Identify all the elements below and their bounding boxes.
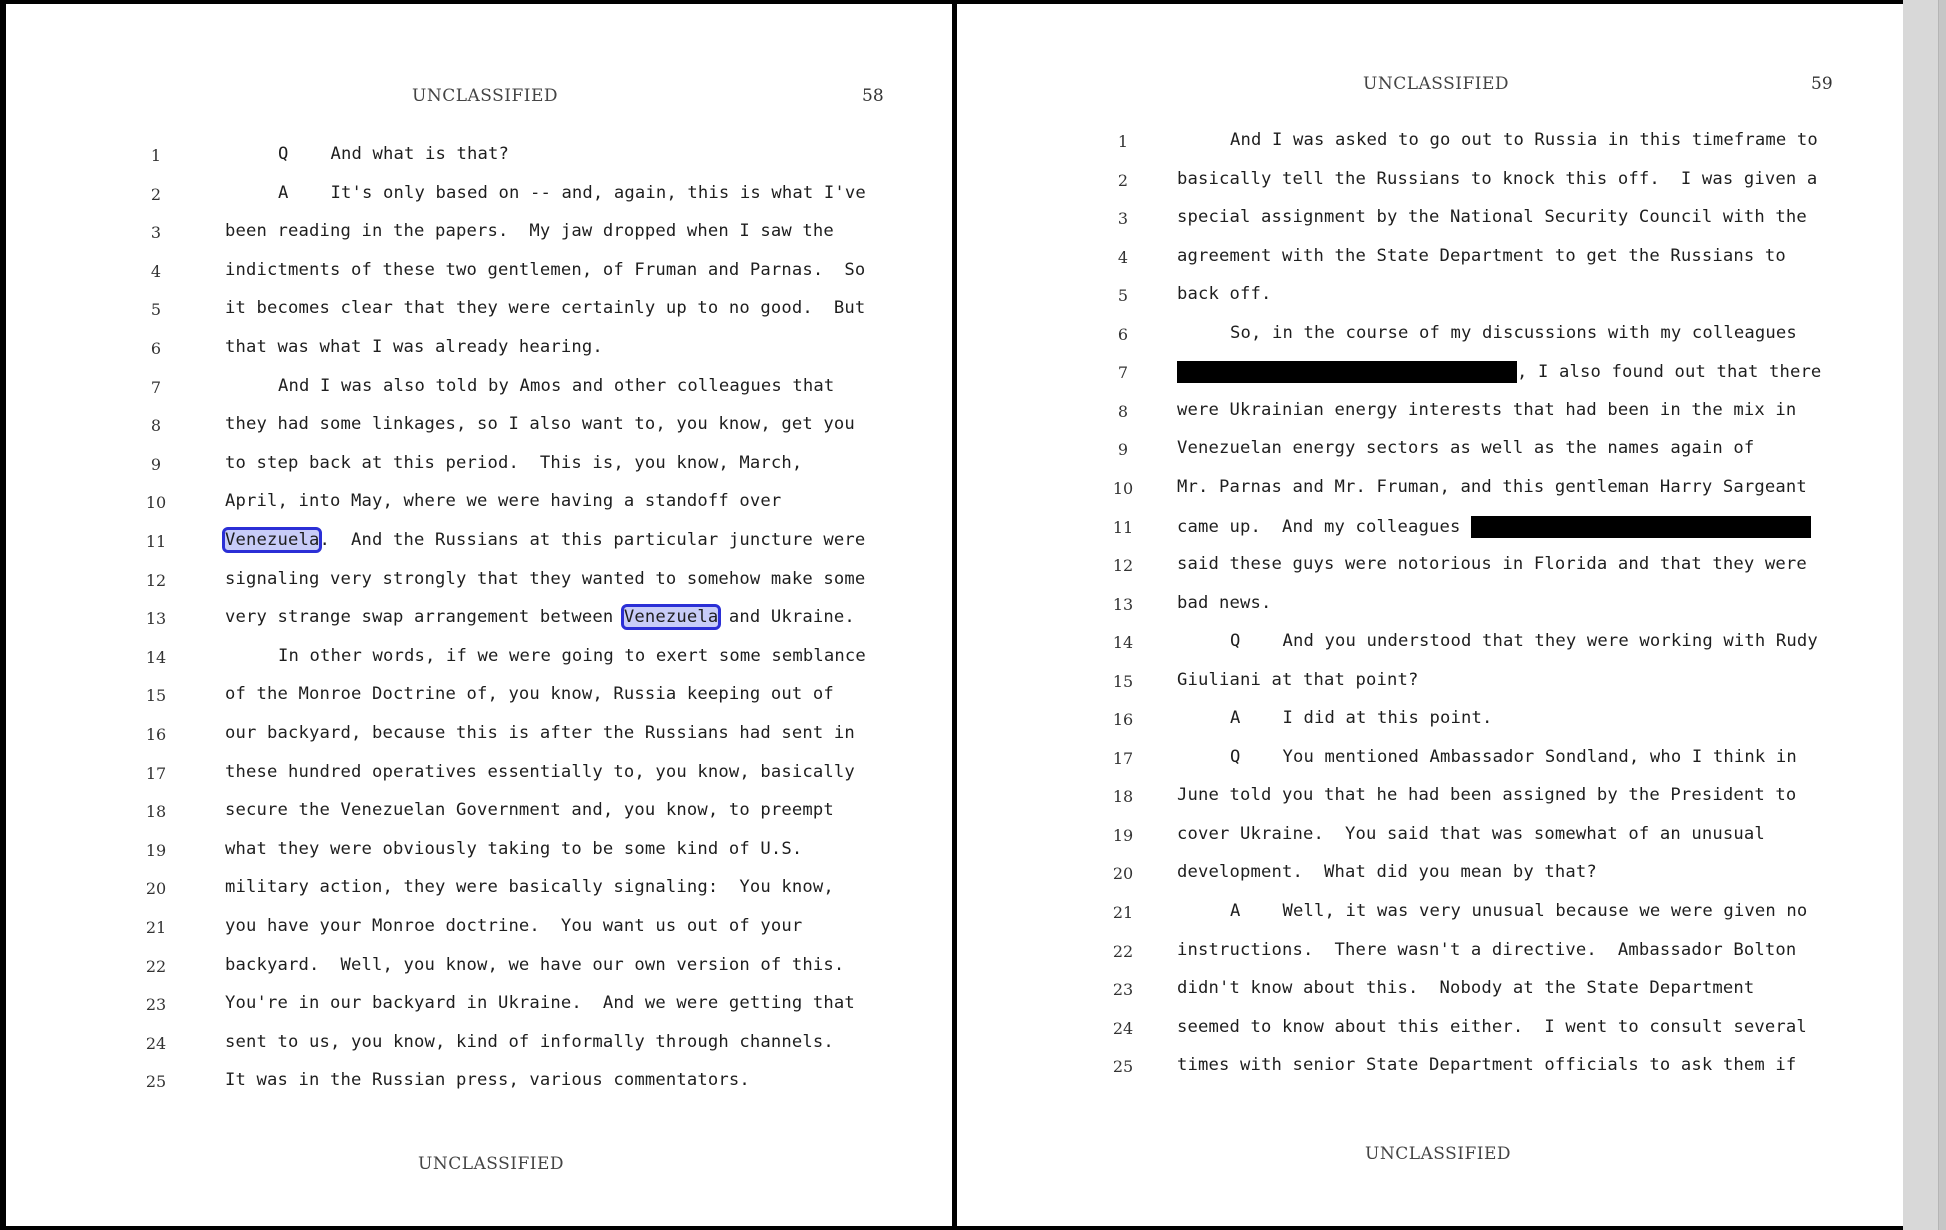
line-number: 25 xyxy=(145,1072,167,1092)
text-segment: times with senior State Department officials to ask them if xyxy=(1177,1055,1797,1076)
transcript-line xyxy=(6,1068,952,1098)
text-segment: agreement with the State Department to get the Russians to xyxy=(1177,245,1786,266)
line-text xyxy=(225,337,603,357)
transcript-line xyxy=(6,837,952,867)
text-segment: In other words, if we were going to exert some semblance xyxy=(278,645,866,666)
text-segment: and Ukraine. xyxy=(718,607,855,628)
line-number: 25 xyxy=(1112,1057,1134,1077)
line-text xyxy=(1177,978,1754,998)
text-segment: what they were obviously taking to be some kind of U.S. xyxy=(225,838,803,859)
line-number: 16 xyxy=(1112,710,1134,730)
line-number: 15 xyxy=(145,686,167,706)
transcript-line xyxy=(6,875,952,905)
text-segment: of the Monroe Doctrine of, you know, Russia keeping out of xyxy=(225,684,834,705)
line-number: 9 xyxy=(150,454,162,474)
text-segment: And I was also told by Amos and other colleagues that xyxy=(278,375,835,396)
transcript-line xyxy=(957,706,1903,736)
line-number: 19 xyxy=(1112,825,1134,845)
line-number: 9 xyxy=(1117,440,1129,460)
text-segment: instructions. There wasn't a directive. Ambassador Bolton xyxy=(1177,939,1797,960)
line-text xyxy=(225,877,834,897)
transcript-line xyxy=(957,167,1903,197)
transcript-line xyxy=(957,205,1903,235)
text-segment: Mr. Parnas and Mr. Fruman, and this gentleman Harry Sargeant xyxy=(1177,476,1807,497)
line-number: 21 xyxy=(1112,903,1134,922)
page-header: UNCLASSIFIED xyxy=(412,86,559,106)
text-segment: indictments of these two gentlemen, of Fruman and Parnas. So xyxy=(225,259,866,280)
text-segment: it becomes clear that they were certainly up to no good. But xyxy=(225,298,866,319)
line-text xyxy=(225,530,865,550)
transcript-line xyxy=(957,552,1903,582)
line-text xyxy=(278,646,866,666)
text-segment: backyard. Well, you know, we have our own version of this. xyxy=(225,954,845,975)
line-text xyxy=(225,1070,750,1090)
transcript-line xyxy=(6,914,952,944)
text-segment: didn't know about this. Nobody at the State Department xyxy=(1177,978,1755,999)
text-segment: that was what I was already hearing. xyxy=(225,337,603,357)
transcript-line xyxy=(6,721,952,751)
line-text xyxy=(225,298,865,318)
line-text xyxy=(1230,747,1797,767)
text-segment: said these guys were notorious in Florida and that they were xyxy=(1177,554,1807,575)
text-segment: Q And you understood that they were working with Rudy xyxy=(1230,631,1818,652)
line-text xyxy=(225,684,834,704)
text-segment: been reading in the papers. My jaw dropped when I saw the xyxy=(225,221,834,242)
transcript-line xyxy=(6,335,952,365)
line-text xyxy=(1230,708,1492,728)
transcript-line xyxy=(6,142,952,172)
line-number: 12 xyxy=(1112,556,1134,576)
transcript-lines xyxy=(6,4,952,1226)
transcript-line xyxy=(6,760,952,790)
transcript-line xyxy=(957,359,1903,389)
transcript-line xyxy=(957,629,1903,659)
line-number: 2 xyxy=(1117,170,1129,190)
line-number: 8 xyxy=(1117,401,1129,421)
line-number: 7 xyxy=(1117,363,1129,383)
line-text xyxy=(225,453,802,473)
text-segment: came up. And my colleagues xyxy=(1177,516,1471,537)
text-segment: It was in the Russian press, various commentators. xyxy=(225,1070,750,1091)
text-segment: special assignment by the National Security Council with the xyxy=(1177,207,1807,228)
line-number: 1 xyxy=(150,146,162,165)
text-segment: military action, they were basically signaling: You know, xyxy=(225,877,834,898)
transcript-line xyxy=(6,567,952,597)
transcript-line xyxy=(6,644,952,674)
page-footer: UNCLASSIFIED xyxy=(418,1154,565,1174)
line-number: 23 xyxy=(1112,980,1134,1000)
transcript-line xyxy=(6,953,952,983)
line-text xyxy=(1177,400,1796,420)
line-number: 24 xyxy=(1112,1018,1134,1038)
search-highlight[interactable]: Venezuela xyxy=(623,607,719,628)
line-number: 14 xyxy=(145,647,167,667)
line-text xyxy=(1177,169,1817,189)
text-segment: bad news. xyxy=(1177,592,1272,613)
line-number: 13 xyxy=(145,609,167,629)
text-segment: Q And what is that? xyxy=(278,144,509,164)
transcript-lines xyxy=(957,4,1903,1226)
text-segment: development. What did you mean by that? xyxy=(1177,862,1597,883)
transcript-line xyxy=(6,489,952,519)
line-number: 23 xyxy=(145,995,167,1015)
transcript-line xyxy=(6,682,952,712)
line-text xyxy=(1177,940,1796,960)
line-text xyxy=(1230,130,1818,150)
text-segment: these hundred operatives essentially to, you know, basically xyxy=(225,761,855,782)
transcript-line xyxy=(6,528,952,558)
line-number: 3 xyxy=(150,223,162,243)
line-text xyxy=(225,800,834,820)
line-text xyxy=(225,1032,834,1052)
line-text xyxy=(225,569,865,589)
transcript-line xyxy=(957,244,1903,274)
line-text xyxy=(278,376,834,396)
transcript-line xyxy=(957,591,1903,621)
line-number: 17 xyxy=(145,763,167,783)
line-text xyxy=(1177,246,1786,266)
line-text xyxy=(225,491,781,511)
transcript-line xyxy=(957,398,1903,428)
line-text xyxy=(1177,438,1754,458)
line-text xyxy=(1177,207,1807,227)
line-number: 5 xyxy=(150,300,162,320)
transcript-line xyxy=(957,436,1903,466)
line-number: 20 xyxy=(1112,864,1134,884)
text-segment: You're in our backyard in Ukraine. And we were getting that xyxy=(225,993,855,1014)
line-text xyxy=(225,221,834,241)
transcript-line xyxy=(6,374,952,404)
transcript-line xyxy=(6,258,952,288)
line-number: 18 xyxy=(145,802,167,822)
search-highlight[interactable]: Venezuela xyxy=(225,530,320,550)
line-number: 18 xyxy=(1112,787,1134,807)
text-segment: cover Ukraine. You said that was somewhat of an unusual xyxy=(1177,823,1765,844)
line-number: 20 xyxy=(145,879,167,899)
transcript-line xyxy=(957,1015,1903,1045)
line-number: 2 xyxy=(150,184,162,204)
line-text xyxy=(1177,516,1811,538)
line-text xyxy=(1230,631,1818,651)
line-text xyxy=(1177,554,1807,574)
line-text xyxy=(1177,284,1271,304)
text-segment: And I was asked to go out to Russia in this timeframe to xyxy=(1230,130,1818,150)
text-segment: June told you that he had been assigned by the President to xyxy=(1177,785,1797,806)
page-header: UNCLASSIFIED xyxy=(1363,74,1510,94)
redaction-block xyxy=(1471,516,1811,538)
transcript-line xyxy=(6,1030,952,1060)
transcript-line xyxy=(957,475,1903,505)
text-segment: signaling very strongly that they wanted to somehow make some xyxy=(225,568,866,589)
line-number: 24 xyxy=(145,1033,167,1053)
line-number: 6 xyxy=(1117,324,1129,344)
line-number: 11 xyxy=(1112,517,1134,537)
transcript-line xyxy=(6,296,952,326)
line-text xyxy=(278,183,866,203)
transcript-line xyxy=(6,412,952,442)
transcript-line xyxy=(957,668,1903,698)
text-segment: . And the Russians at this particular juncture were xyxy=(319,530,866,550)
line-number: 13 xyxy=(1112,594,1134,614)
text-segment: basically tell the Russians to knock this off. I was given a xyxy=(1177,168,1818,189)
line-text xyxy=(1177,785,1796,805)
text-segment: seemed to know about this either. I went to consult several xyxy=(1177,1016,1807,1037)
line-number: 10 xyxy=(1112,478,1134,498)
text-segment: to step back at this period. This is, you know, March, xyxy=(225,452,803,473)
transcript-line xyxy=(6,181,952,211)
line-number: 12 xyxy=(145,570,167,590)
line-text xyxy=(1177,824,1765,844)
line-text xyxy=(225,993,855,1013)
line-number: 8 xyxy=(150,416,162,436)
line-number: 4 xyxy=(150,261,162,281)
text-segment: they had some linkages, so I also want to, you know, get you xyxy=(225,414,855,435)
page-footer: UNCLASSIFIED xyxy=(1365,1144,1512,1164)
transcript-line xyxy=(957,822,1903,852)
transcript-line xyxy=(6,451,952,481)
text-segment: Q You mentioned Ambassador Sondland, who I think in xyxy=(1230,746,1797,767)
line-text xyxy=(278,144,509,164)
text-segment: secure the Venezuelan Government and, you know, to preempt xyxy=(225,800,834,821)
line-text xyxy=(1177,1055,1796,1075)
line-number: 6 xyxy=(150,339,162,358)
line-number: 11 xyxy=(145,532,167,551)
text-segment: A It's only based on -- and, again, this is what I've xyxy=(278,182,866,203)
transcript-line xyxy=(957,745,1903,775)
line-number: 4 xyxy=(1117,247,1129,267)
line-text xyxy=(225,762,855,782)
redaction-block xyxy=(1177,361,1517,383)
line-text xyxy=(1177,477,1807,497)
document-page-right xyxy=(957,4,1903,1226)
transcript-line xyxy=(957,938,1903,968)
transcript-line xyxy=(957,321,1903,351)
line-text xyxy=(225,955,844,975)
line-number: 14 xyxy=(1112,633,1134,653)
line-number: 1 xyxy=(1117,132,1129,151)
text-segment: sent to us, you know, kind of informally through channels. xyxy=(225,1031,834,1052)
line-text xyxy=(1177,361,1821,383)
document-page-left xyxy=(6,4,952,1226)
line-number: 19 xyxy=(145,840,167,860)
transcript-line xyxy=(957,899,1903,929)
line-text xyxy=(1230,901,1807,921)
line-text xyxy=(1230,323,1797,343)
text-segment: our backyard, because this is after the Russians had sent in xyxy=(225,723,855,743)
transcript-line xyxy=(6,991,952,1021)
line-number: 3 xyxy=(1117,209,1129,229)
transcript-line xyxy=(957,783,1903,813)
line-number: 22 xyxy=(1112,941,1134,961)
line-text xyxy=(1177,593,1271,613)
page-number: 58 xyxy=(862,86,884,106)
line-text xyxy=(1177,670,1418,690)
transcript-line xyxy=(6,798,952,828)
line-text xyxy=(1177,862,1597,882)
text-segment: A I did at this point. xyxy=(1230,708,1493,729)
line-number: 22 xyxy=(145,956,167,976)
line-number: 5 xyxy=(1117,286,1129,306)
line-text xyxy=(225,839,802,859)
text-segment: Giuliani at that point? xyxy=(1177,669,1419,690)
line-text xyxy=(225,916,802,936)
transcript-line xyxy=(957,128,1903,158)
line-text xyxy=(225,723,855,743)
line-text xyxy=(225,414,855,434)
transcript-line xyxy=(957,282,1903,312)
line-number: 7 xyxy=(150,377,162,397)
line-number: 21 xyxy=(145,918,167,937)
text-segment: So, in the course of my discussions with my colleagues xyxy=(1230,322,1797,343)
text-segment: you have your Monroe doctrine. You want us out of your xyxy=(225,916,803,936)
line-number: 10 xyxy=(145,493,167,513)
text-segment: very strange swap arrangement between xyxy=(225,607,624,628)
transcript-line xyxy=(957,514,1903,544)
page-number: 59 xyxy=(1811,74,1833,94)
line-number: 15 xyxy=(1112,671,1134,691)
line-number: 16 xyxy=(145,725,167,744)
text-segment: A Well, it was very unusual because we were given no xyxy=(1230,901,1808,921)
text-segment: were Ukrainian energy interests that had been in the mix in xyxy=(1177,399,1797,420)
transcript-line xyxy=(6,219,952,249)
transcript-line xyxy=(957,1053,1903,1083)
line-text xyxy=(225,607,855,627)
text-segment: , I also found out that there xyxy=(1517,362,1822,383)
line-text xyxy=(1177,1017,1807,1037)
line-text xyxy=(225,260,865,280)
line-number: 17 xyxy=(1112,748,1134,768)
transcript-line xyxy=(6,605,952,635)
text-segment: Venezuelan energy sectors as well as the names again of xyxy=(1177,438,1755,459)
text-segment: April, into May, where we were having a standoff over xyxy=(225,491,782,512)
transcript-line xyxy=(957,860,1903,890)
transcript-line xyxy=(957,976,1903,1006)
scrollbar-thumb[interactable] xyxy=(1938,0,1946,1230)
text-segment: back off. xyxy=(1177,284,1272,305)
